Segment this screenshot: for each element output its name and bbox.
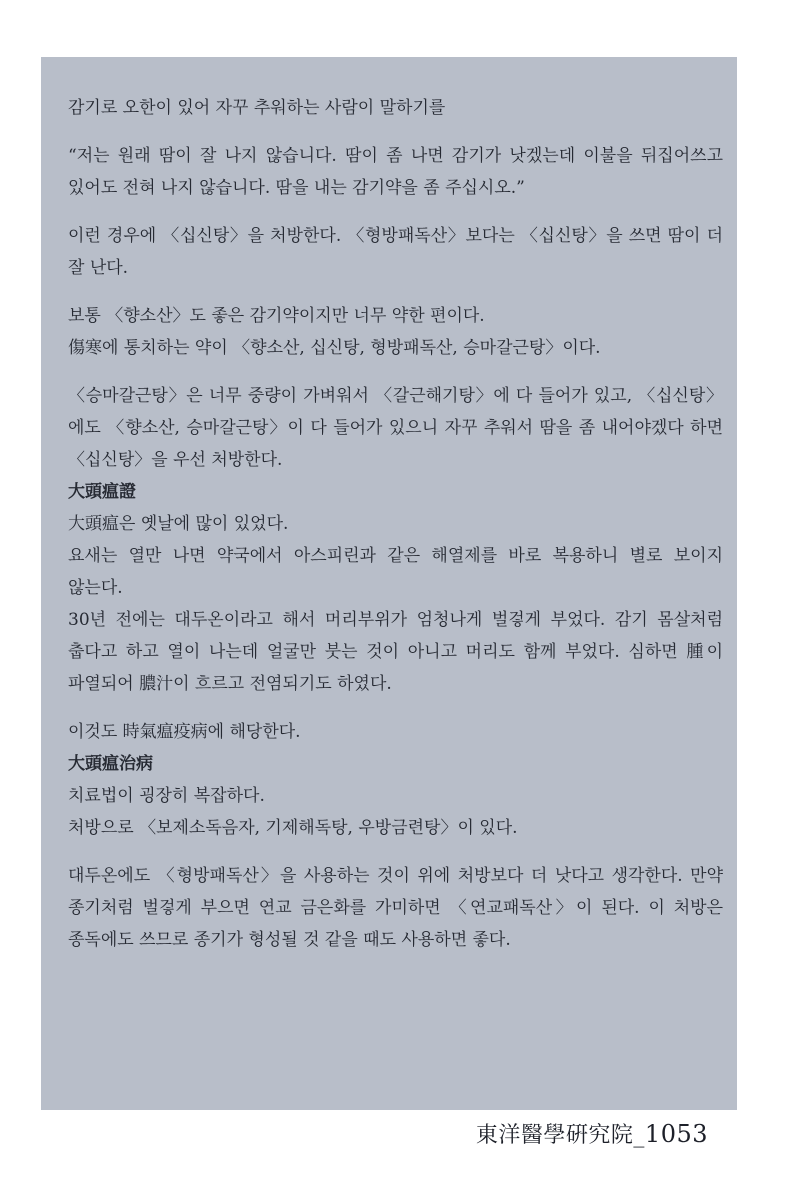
footer-separator: _ xyxy=(633,1123,645,1148)
paragraph-seungma: 〈승마갈근탕〉은 너무 중량이 가벼워서 〈갈근해기탕〉에 다 들어가 있고, 〈십신탕〉에도 〈향소산, 승마갈근탕〉이 다 들어가 있으니 자꾸 추워서 땀을 좀 내어야겠다 하면 〈십신탕〉을 우선 처방한다. xyxy=(68,386,723,470)
section-heading-daedu-onchibyeong: 大頭瘟治病 xyxy=(68,754,153,774)
section1-line: 大頭瘟은 옛날에 많이 있었다. xyxy=(68,514,289,534)
paragraph-intro: 감기로 오한이 있어 자꾸 추워하는 사람이 말하기를 xyxy=(68,98,446,118)
section2-line: 치료법이 굉장히 복잡하다. xyxy=(68,786,265,806)
paragraph-hyangsosan: 보통 〈향소산〉도 좋은 감기약이지만 너무 약한 편이다. xyxy=(68,306,485,326)
paragraph-prescription: 이런 경우에 〈십신탕〉을 처방한다. 〈형방패독산〉보다는 〈십신탕〉을 쓰면 땀이 더 잘 난다. xyxy=(68,226,723,278)
section2-line: 처방으로 〈보제소독음자, 기제해독탕, 우방금련탕〉이 있다. xyxy=(68,818,518,838)
section2-note: 대두온에도 〈형방패독산〉을 사용하는 것이 위에 처방보다 더 낫다고 생각한다. 만약 종기처럼 벌겋게 부으면 연교 금은화를 가미하면 〈연교패독산〉이 된다. 이 처방은 종독에도 쓰므로 종기가 형성될 것 같을 때도 사용하면 좋다. xyxy=(68,866,723,950)
paragraph-quote: “저는 원래 땀이 잘 나지 않습니다. 땀이 좀 나면 감기가 낫겠는데 이불을 뒤집어쓰고 있어도 전혀 나지 않습니다. 땀을 내는 감기약을 좀 주십시오.” xyxy=(68,146,723,198)
section-heading-daedu-onjeung: 大頭瘟證 xyxy=(68,482,136,502)
section1-line: 30년 전에는 대두온이라고 해서 머리부위가 엄청나게 벌겋게 부었다. 감기 몸살처럼 춥다고 하고 열이 나는데 얼굴만 붓는 것이 아니고 머리도 함께 부었다. 심하면 腫이 파열되어 膿汁이 흐르고 전염되기도 하였다. xyxy=(68,610,723,694)
paragraph-sanghan: 傷寒에 통치하는 약이 〈향소산, 십신탕, 형방패독산, 승마갈근탕〉이다. xyxy=(68,338,601,358)
page-content xyxy=(68,92,723,956)
section1-note: 이것도 時氣瘟疫病에 해당한다. xyxy=(68,722,301,742)
section1-line: 요새는 열만 나면 약국에서 아스피린과 같은 해열제를 바로 복용하니 별로 보이지 않는다. xyxy=(68,546,723,598)
publisher-name: 東洋醫學硏究院 xyxy=(475,1123,634,1148)
page-footer xyxy=(476,1118,708,1149)
page-number: 1053 xyxy=(644,1120,708,1148)
